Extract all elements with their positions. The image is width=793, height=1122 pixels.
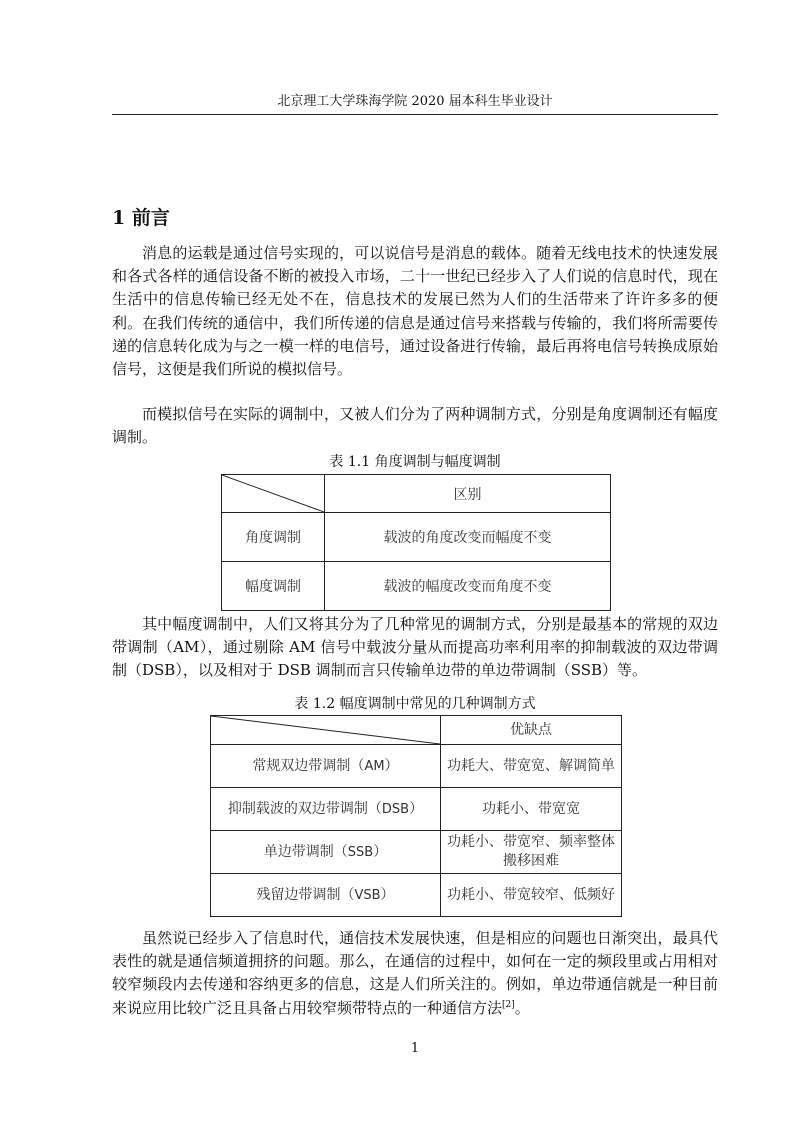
label-code: DSB [381,801,410,817]
table1-caption: 表 1.1 角度调制与幅度调制 [329,454,501,470]
table-amplitude-modulation-types [210,715,622,917]
paragraph-4 [112,927,718,1020]
table2-row3-value: 功耗小、带宽窄、频率整体搬移困难 [441,831,622,874]
header-rule [112,114,718,115]
diagonal-line [211,716,440,744]
table2-row1-value: 功耗大、带宽宽、解调简单 [441,745,622,788]
label-text: ） [409,800,424,817]
paragraph-4-text: 虽然说已经步入了信息时代，通信技术发展快速，但是相应的问题也日渐突出，最具代表性的就是通信频道拥挤的问题。那么，在通信的过程中，如何在一定的频段里或占用相对较窄频段内去传递和容纳更多的信息，这是人们所关注的。例如，单边带通信就是一种目前来说应用比较广泛且具备占用较窄频带特点的一种通信方法 [112,929,718,1017]
table-row [211,788,622,831]
table1-row1-value: 载波的角度改变而幅度不变 [325,513,611,562]
table1-row2-value: 载波的幅度改变而角度不变 [325,562,611,611]
label-code: VSB [354,887,381,903]
label-code: SSB [347,844,374,860]
table2-caption: 表 1.2 幅度调制中常见的几种调制方式 [294,696,536,712]
label-text: 抑制载波的双边带调制（ [227,800,382,817]
table-angle-amplitude-modulation [221,474,611,611]
paragraph-4-end: 。 [514,998,530,1017]
table2-row3-label [211,831,441,874]
label-text: 常规双边带调制（ [252,757,365,774]
label-code: AM [364,758,385,774]
table2-row2-value: 功耗小、带宽宽 [441,788,622,831]
label-text: 残留边带调制（ [256,886,355,903]
section-title: 1 前言 [112,207,170,229]
table1-header: 区别 [325,475,611,513]
diagonal-header-cell [211,716,441,745]
citation-reference[interactable]: [2] [502,999,515,1010]
table1-row2-label: 幅度调制 [222,562,325,611]
label-text: ） [380,886,395,903]
paragraph-1: 消息的运载是通过信号实现的，可以说信号是消息的载体。随着无线电技术的快速发展和各式各样的通信设备不断的被投入市场，二十一世纪已经步入了人们说的信息时代，现在生活中的信息传输已经无处不在，信息技术的发展已然为人们的生活带来了许许多多的便利。在我们传统的通信中，我们所传递的信息是通过信号来搭载与传输的，我们将所需要传递的信息转化成为与之一模一样的电信号，通过设备进行传输，最后再将电信号转换成原始信号，这便是我们所说的模拟信号。 [112,244,718,379]
label-text: ） [373,843,388,860]
table-row [211,716,622,745]
table2-row4-label [211,874,441,917]
diagonal-header-cell [222,475,325,513]
table-row [222,562,611,611]
label-text: 单边带调制（ [263,843,348,860]
table2-row1-label [211,745,441,788]
table-row [211,874,622,917]
label-text: ） [384,757,399,774]
paragraph-2: 而模拟信号在实际的调制中，又被人们分为了两种调制方式，分别是角度调制还有幅度调制。 [112,405,718,447]
table-row [222,475,611,513]
table-row [222,513,611,562]
page-header: 北京理工大学珠海学院 2020 届本科生毕业设计 [277,94,553,109]
paragraph-3: 其中幅度调制中，人们又将其分为了几种常见的调制方式，分别是最基本的常规的双边带调制（AM），通过剔除 AM 信号中载波分量从而提高功率利用率的抑制载波的双边带调制（DSB），以及相对于 DSB 调制而言只传输单边带的单边带调制（SSB）等。 [112,615,718,680]
diagonal-line [222,475,324,512]
table2-header: 优缺点 [441,716,622,745]
table1-row1-label: 角度调制 [222,513,325,562]
table2-row2-label [211,788,441,831]
table2-row4-value: 功耗小、带宽较窄、低频好 [441,874,622,917]
page-number: 1 [410,1041,420,1056]
table-row [211,831,622,874]
table-row [211,745,622,788]
